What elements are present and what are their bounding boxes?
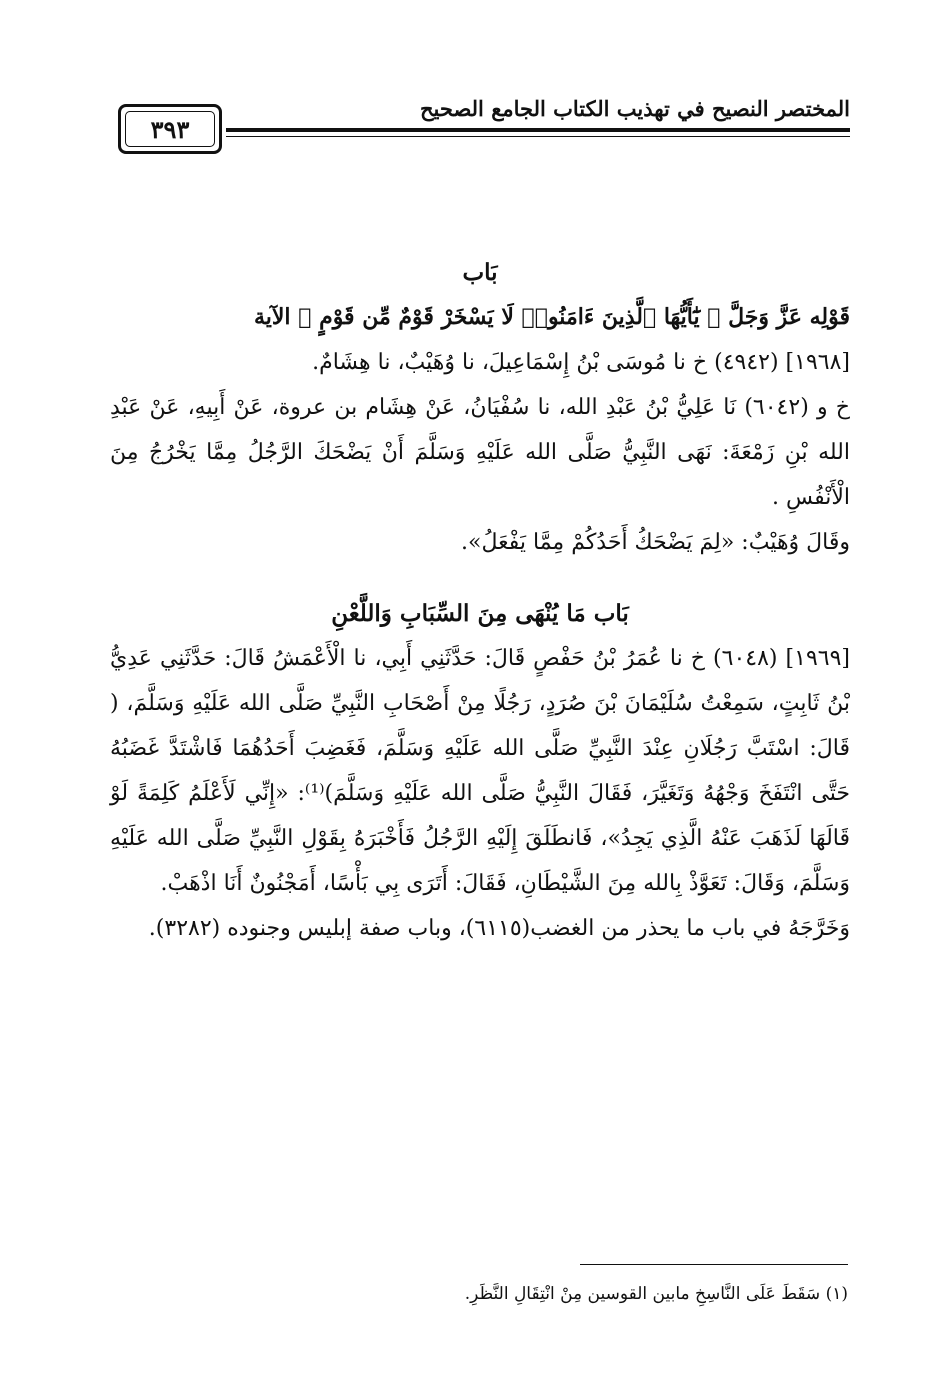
page-number: ٣٩٣ (150, 114, 190, 144)
hadith-6042-text: خ و (٦٠٤٢) نَا عَلِيُّ بْنُ عَبْدِ الله، نا سُفْيَانُ، عَنْ هِشَام بن عروة، عَنْ أَبِيهِ، عَنْ عَبْدِ الله بْنِ زَمْعَةَ: نَهَى النَّبِيُّ صَلَّى الله عَلَيْهِ وَسَلَّمَ أَنْ يَضْحَكَ الرَّجُلُ مِمَّا يَخْرُجُ مِنَ الْأَنْفُسِ . (110, 395, 850, 510)
page-body (110, 250, 850, 951)
hadith-1968-chain: [١٩٦٨] (٤٩٤٢) خ نا مُوسَى بْنُ إِسْمَاعِيلَ، نا وُهَيْبٌ، نا هِشَامٌ. (312, 350, 850, 375)
header-rule-thin (226, 136, 850, 137)
cross-reference: وَخَرَّجَهُ في باب ما يحذر من الغضب(٦١١٥)، وباب صفة إبليس وجنوده (٣٢٨٢). (148, 916, 850, 941)
hadith-1969-text: [١٩٦٩] (٦٠٤٨) خ نا عُمَرُ بْنُ حَفْصٍ قَالَ: حَدَّثَنِي أَبِي، نا الْأَعْمَشُ قَالَ: حَدَّثَنِي عَدِيُّ بْنُ ثَابِتٍ، سَمِعْتُ سُلَيْمَانَ بْنَ صُرَدٍ، رَجُلًا مِنْ أَصْحَابِ النَّبِيِّ صَلَّى الله عَلَيْهِ وَسَلَّمَ، ( قَالَ: اسْتَبَّ رَجُلَانِ عِنْدَ النَّبِيِّ صَلَّى الله عَلَيْهِ وَسَلَّمَ، فَغَضِبَ أَحَدُهُمَا فَاشْتَدَّ غَضَبُهُ حَتَّى انْتَفَخَ وَجْهُهُ وَتَغَيَّرَ، فَقَالَ النَّبِيُّ صَلَّى الله عَلَيْهِ وَسَلَّمَ)⁽¹⁾: «إِنِّي لَأَعْلَمُ كَلِمَةً لَوْ قَالَهَا لَذَهَبَ عَنْهُ الَّذِي يَجِدُ»، فَانطَلَقَ إِلَيْهِ الرَّجُلُ فَأَخْبَرَهُ بِقَوْلِ النَّبِيِّ صَلَّى الله عَلَيْهِ وَسَلَّمَ، وَقَالَ: تَعَوَّذْ بِالله مِنَ الشَّيْطَانِ، فَقَالَ: أَتَرَى بِي بَأْسًا، أَمَجْنُونٌ أَنَا اذْهَبْ. (110, 646, 850, 896)
wuhayb-narration: وقَالَ وُهَيْبٌ: «لِمَ يَضْحَكُ أَحَدُكُمْ مِمَّا يَفْعَلُ». (461, 530, 850, 555)
running-title: المختصر النصيح في تهذيب الكتاب الجامع الصحيح (420, 96, 850, 121)
section-heading-bab: بَاب (462, 259, 498, 286)
header-rule-thick (226, 128, 850, 132)
section-subheading-verse: قَوْلِه عَزَّ وَجَلَّ ﴿ يَٰٓأَيُّهَا ٱلَّذِينَ ءَامَنُوا۟ لَا يَسْخَرْ قَوْمٌ مِّن قَوْمٍ ﴾ الآية (253, 304, 850, 330)
footnote-separator (580, 1264, 848, 1265)
page-header (118, 96, 850, 162)
section-heading-insults: بَاب مَا يُنْهَى مِنَ السِّبَابِ وَاللَّعْنِ (331, 600, 629, 627)
section-gap (110, 565, 850, 591)
page-number-frame (118, 104, 222, 154)
footnote-1: (١) سَقَطَ عَلَى النَّاسِخِ مابين القوسين مِنْ انْتِقَالِ النَّظَرِ. (464, 1284, 848, 1304)
